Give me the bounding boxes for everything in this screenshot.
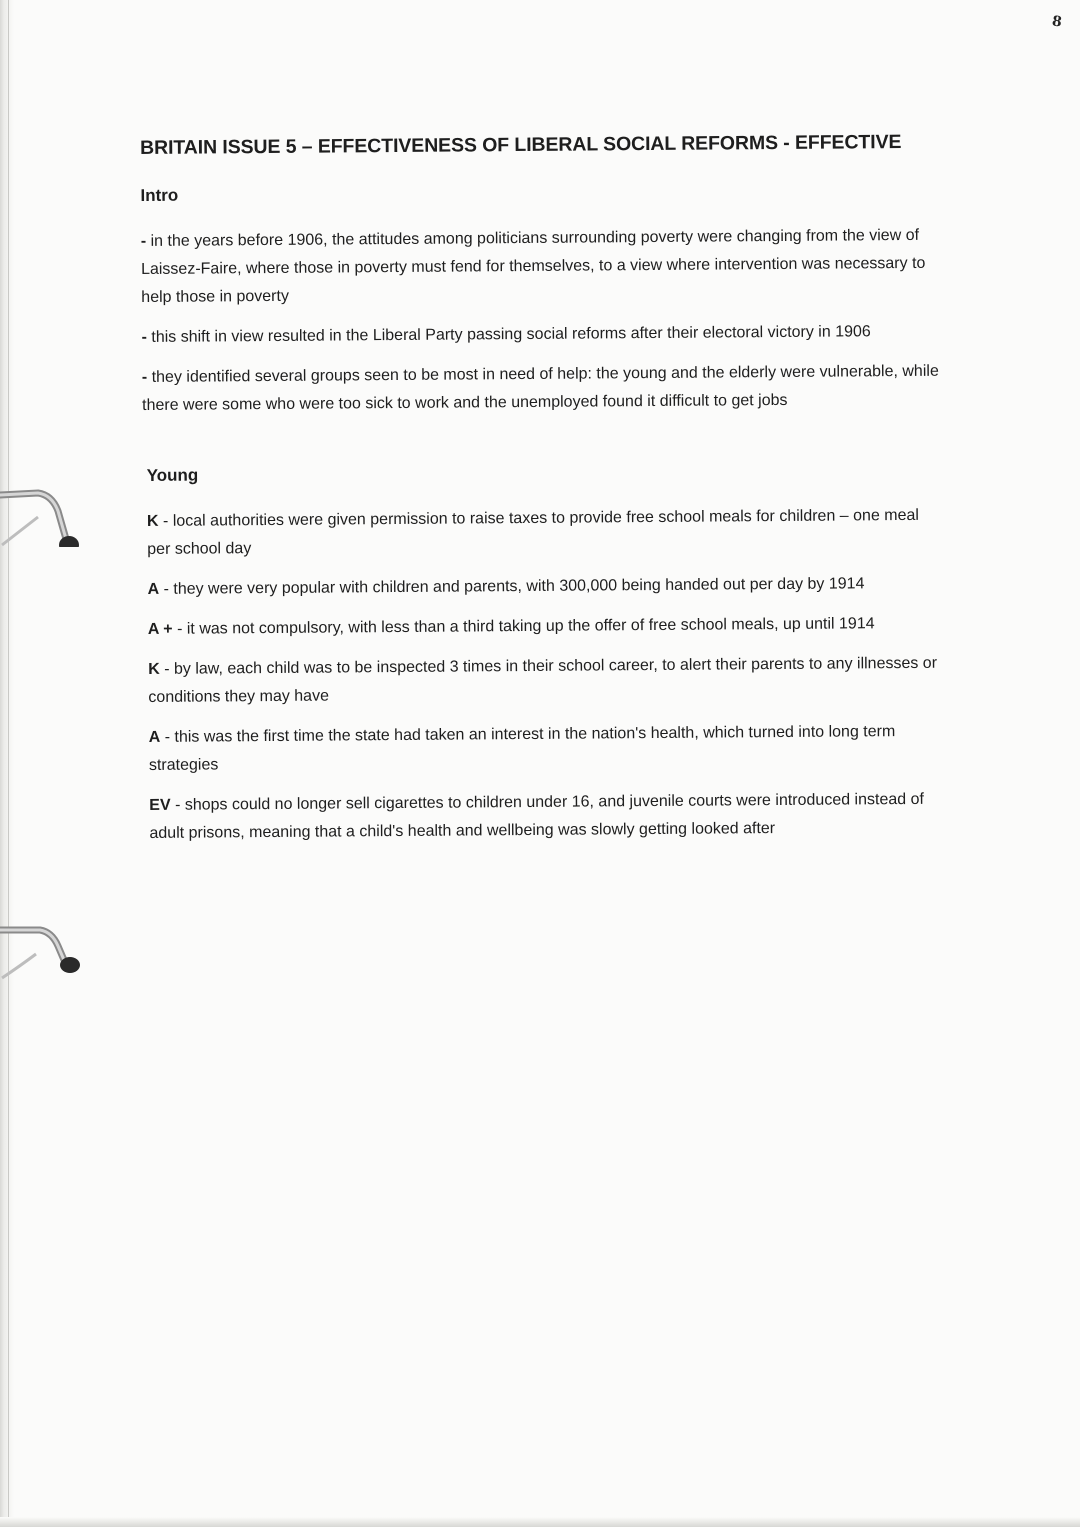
binder-edge xyxy=(0,0,14,1527)
binder-margin-line xyxy=(8,0,9,1527)
section-young xyxy=(147,460,946,848)
document-title: BRITAIN ISSUE 5 – EFFECTIVENESS OF LIBERAL SOCIAL REFORMS - EFFECTIVE xyxy=(140,131,902,159)
section-heading-intro: Intro xyxy=(140,185,179,205)
binder-ring-icon xyxy=(0,487,90,547)
paragraph: A + - it was not compulsory, with less than a third taking up the offer of free school meals, up until 1914 xyxy=(147,615,875,638)
paragraph: A - this was the first time the state had taken an interest in the nation's health, which turned into long term strategies xyxy=(148,723,896,774)
section-heading-young: Young xyxy=(146,465,199,485)
paragraph: - in the years before 1906, the attitudes among politicians surrounding poverty were changing from the view of Laissez-Faire, where those in poverty must fend for themselves, to a view where intervention was necessary to help those in poverty xyxy=(140,226,926,306)
paragraph: K - by law, each child was to be inspected 3 times in their school career, to alert their parents to any illnesses or conditions they may have xyxy=(148,654,938,706)
paragraph: - this shift in view resulted in the Liberal Party passing social reforms after their electoral victory in 1906 xyxy=(141,323,871,346)
paragraph: A - they were very popular with children and parents, with 300,000 being handed out per day by 1914 xyxy=(147,575,865,598)
paragraph: K - local authorities were given permission to raise taxes to provide free school meals for children – one meal per school day xyxy=(146,506,920,558)
section-intro xyxy=(140,180,942,420)
document-content xyxy=(140,131,946,860)
page-number: 8 xyxy=(1051,13,1064,31)
page-bottom-edge xyxy=(0,1517,1080,1527)
paragraph: - they identified several groups seen to be most in need of help: the young and the elderly were vulnerable, while there were some who were too sick to work and the unemployed found it difficult to get jobs xyxy=(141,362,939,414)
binder-ring-icon xyxy=(0,920,90,980)
paragraph: EV - shops could no longer sell cigarettes to children under 16, and juvenile courts were introduced instead of adult prisons, meaning that a child's health and wellbeing was slowly getting looked after xyxy=(149,790,924,842)
